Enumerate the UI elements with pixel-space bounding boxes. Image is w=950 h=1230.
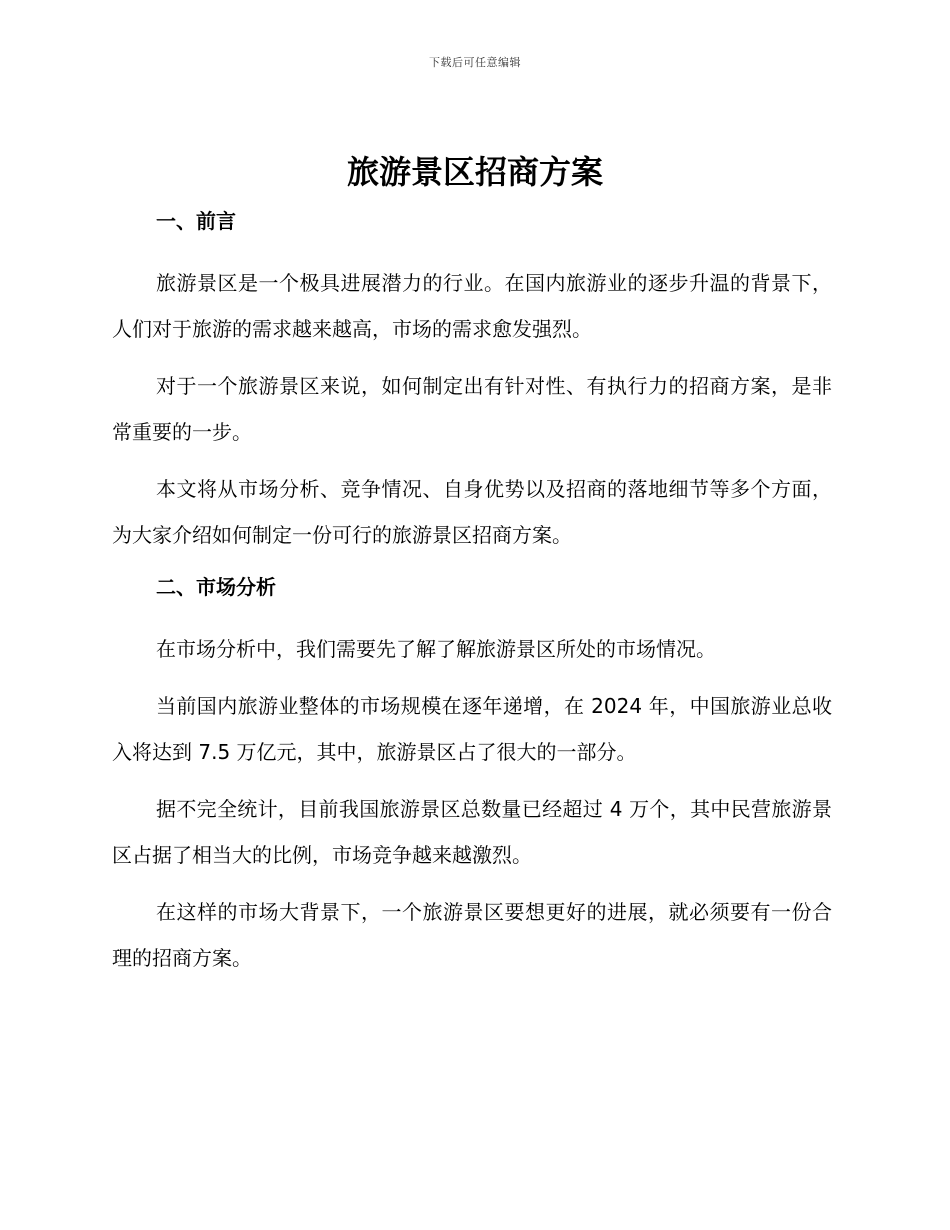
section-heading-preface: 一、前言 (156, 209, 236, 233)
document-body (112, 203, 832, 981)
paragraph: 在这样的市场大背景下，一个旅游景区要想更好的进展，就必须要有一份合理的招商方案。 (112, 900, 832, 970)
paragraph: 在市场分析中，我们需要先了解了解旅游景区所处的市场情况。 (156, 637, 716, 661)
paragraph: 本文将从市场分析、竞争情况、自身优势以及招商的落地细节等多个方面，为大家介绍如何制定一份可行的旅游景区招商方案。 (112, 477, 832, 547)
paragraph: 对于一个旅游景区来说，如何制定出有针对性、有执行力的招商方案，是非常重要的一步。 (112, 374, 832, 444)
paragraph: 据不完全统计，目前我国旅游景区总数量已经超过 4 万个，其中民营旅游景区占据了相当大的比例，市场竞争越来越激烈。 (112, 797, 832, 867)
page-header-note: 下载后可任意编辑 (429, 56, 521, 69)
paragraph: 当前国内旅游业整体的市场规模在逐年递增，在 2024 年，中国旅游业总收入将达到 7.5 万亿元，其中，旅游景区占了很大的一部分。 (112, 694, 832, 764)
document-title: 旅游景区招商方案 (346, 153, 603, 191)
section-heading-market-analysis: 二、市场分析 (156, 575, 276, 599)
paragraph: 旅游景区是一个极具进展潜力的行业。在国内旅游业的逐步升温的背景下，人们对于旅游的需求越来越高，市场的需求愈发强烈。 (112, 271, 832, 341)
